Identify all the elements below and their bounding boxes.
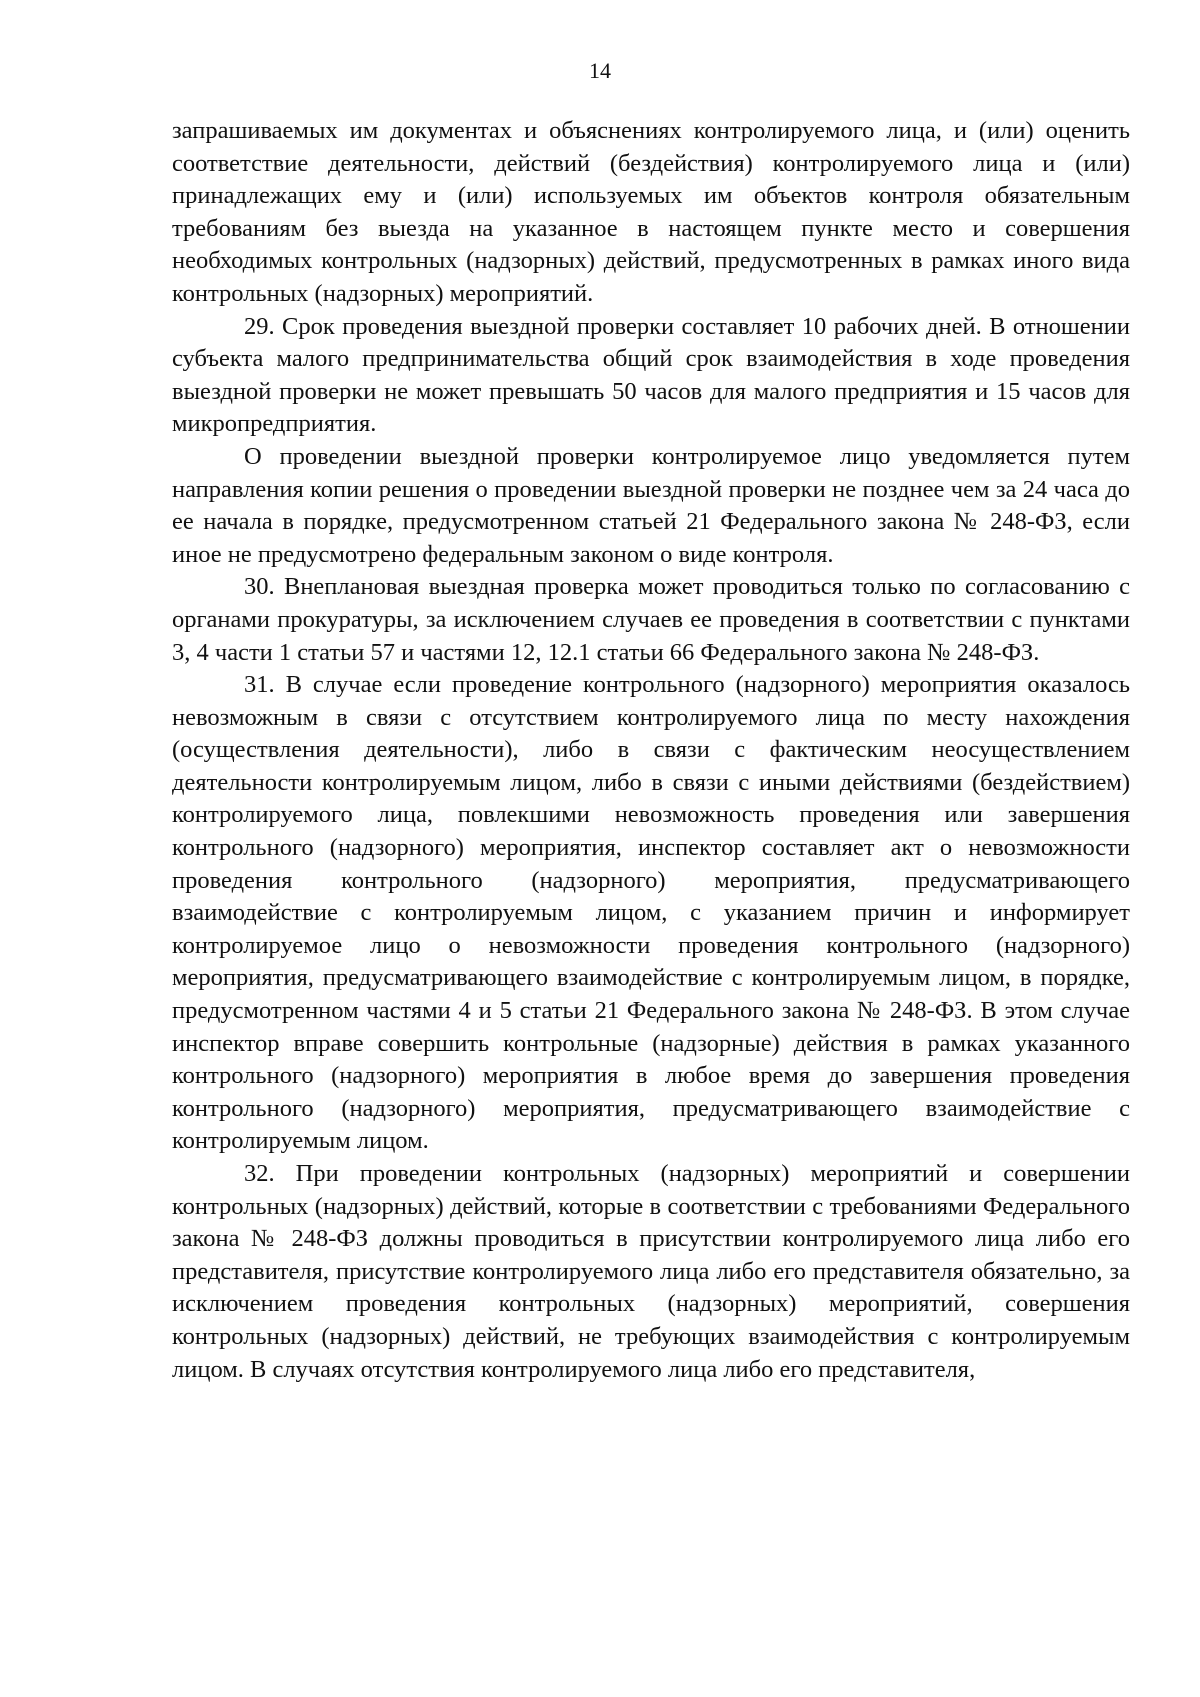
paragraph-item-30: 30. Внеплановая выездная проверка может проводиться только по согласованию с органами прокуратуры, за исключением случаев ее проведения в соответствии с пунктами 3, 4 части 1 статьи 57 и частями 12, 12.1 статьи 66 Федерального закона № 248-ФЗ. <box>172 573 1130 666</box>
page-number: 14 <box>589 58 611 83</box>
paragraph-item-29: 29. Срок проведения выездной проверки составляет 10 рабочих дней. В отношении субъекта малого предпринимательства общий срок взаимодействия в ходе проведения выездной проверки не может превышать 50 часов для малого предприятия и 15 часов для микропредприятия. <box>172 312 1130 438</box>
paragraph-notification: О проведении выездной проверки контролируемое лицо уведомляется путем направления копии решения о проведении выездной проверки не позднее чем за 24 часа до ее начала в порядке, предусмотренном статьей 21 Федерального закона № 248-ФЗ, если иное не предусмотрено федеральным законом о виде контроля. <box>172 442 1130 568</box>
paragraph-item-32: 32. При проведении контрольных (надзорных) мероприятий и совершении контрольных (надзорных) действий, которые в соответствии с требованиями Федерального закона № 248-ФЗ должны проводиться в присутствии контролируемого лица либо его представителя, присутствие контролируемого лица либо его представителя обязательно, за исключением проведения контрольных (надзорных) мероприятий, совершения контрольных (надзорных) действий, не требующих взаимодействия с контролируемым лицом. В случаях отсутствия контролируемого лица либо его представителя, <box>172 1160 1130 1383</box>
paragraph-item-31: 31. В случае если проведение контрольного (надзорного) мероприятия оказалось невозможным в связи с отсутствием контролируемого лица по месту нахождения (осуществления деятельности), либо в связи с фактическим неосуществлением деятельности контролируемым лицом, либо в связи с иными действиями (бездействием) контролируемого лица, повлекшими невозможность проведения или завершения контрольного (надзорного) мероприятия, инспектор составляет акт о невозможности проведения контрольного (надзорного) мероприятия, предусматривающего взаимодействие с контролируемым лицом, с указанием причин и информирует контролируемое лицо о невозможности проведения контрольного (надзорного) мероприятия, предусматривающего взаимодействие с контролируемым лицом, в порядке, предусмотренном частями 4 и 5 статьи 21 Федерального закона № 248-ФЗ. В этом случае инспектор вправе совершить контрольные (надзорные) действия в рамках указанного контрольного (надзорного) мероприятия в любое время до завершения проведения контрольного (надзорного) мероприятия, предусматривающего взаимодействие с контролируемым лицом. <box>172 671 1130 1155</box>
document-body <box>172 115 1130 1386</box>
paragraph-continuation: запрашиваемых им документах и объяснениях контролируемого лица, и (или) оценить соответствие деятельности, действий (бездействия) контролируемого лица и (или) принадлежащих ему и (или) используемых им объектов контроля обязательным требованиям без выезда на указанное в настоящем пункте место и совершения необходимых контрольных (надзорных) действий, предусмотренных в рамках иного вида контрольных (надзорных) мероприятий. <box>172 117 1130 307</box>
